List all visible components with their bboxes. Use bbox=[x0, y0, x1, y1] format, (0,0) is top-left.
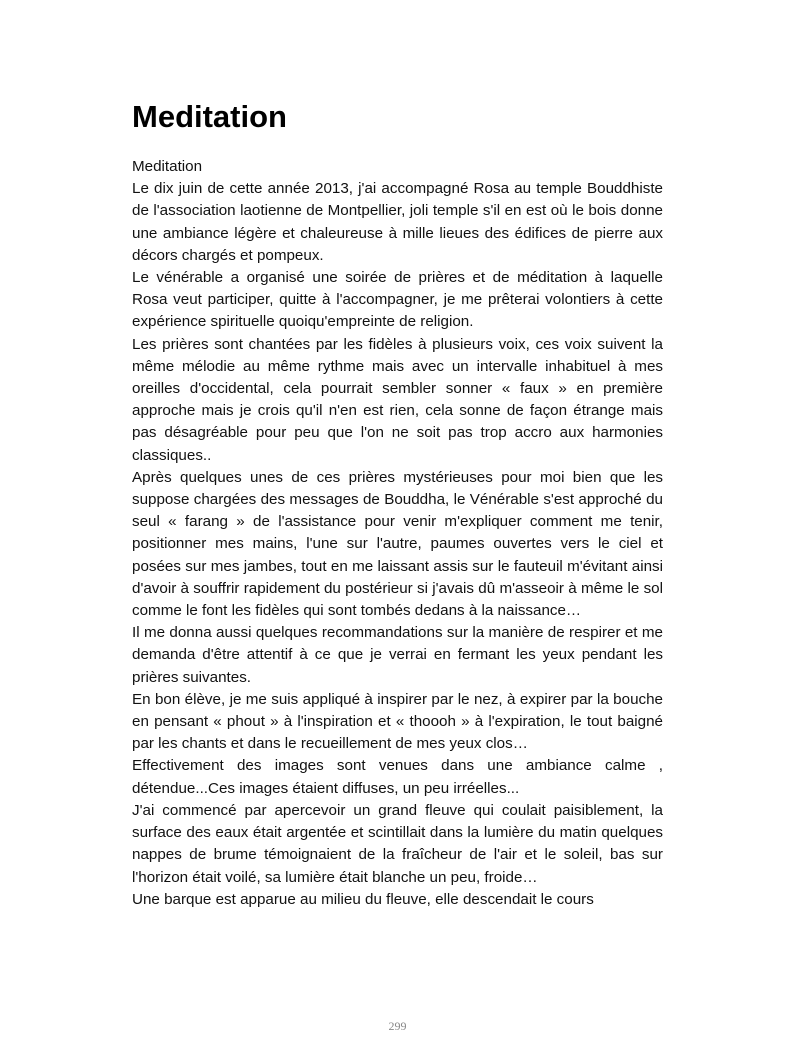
body-text bbox=[132, 156, 663, 911]
paragraph: En bon élève, je me suis appliqué à inspirer par le nez, à expirer par la bouche en pensant « phout » à l'inspiration et « thoooh » à l'expiration, le tout baigné par les chants et dans le recueillement de mes yeux clos… bbox=[132, 690, 663, 753]
paragraph: Après quelques unes de ces prières mystérieuses pour moi bien que les suppose chargées des messages de Bouddha, le Vénérable s'est approché du seul « farang » de l'assistance pour venir m'expliquer comment me tenir, positionner mes mains, l'une sur l'autre, paumes ouvertes vers le ciel et posées sur mes jambes, tout en me laissant assis sur le fauteuil m'évitant ainsi d'avoir à souffrir rapidement du postérieur si j'avais dû m'asseoir à même le sol comme le font les fidèles qui sont tombés dedans à la naissance… bbox=[132, 468, 663, 620]
paragraph: Il me donna aussi quelques recommandations sur la manière de respirer et me demanda d'être attentif à ce que je verrai en fermant les yeux pendant les prières suivantes. bbox=[132, 624, 663, 686]
paragraph: Effectivement des images sont venues dans une ambiance calme , détendue...Ces images étaient diffuses, un peu irréelles... bbox=[132, 757, 663, 797]
page-title: Meditation bbox=[132, 99, 287, 134]
paragraph: Les prières sont chantées par les fidèles à plusieurs voix, ces voix suivent la même mélodie au même rythme mais avec un intervalle inhabituel à mes oreilles d'occidental, cela pourrait sembler sonner « faux » en première approche mais je crois qu'il n'en est rien, cela sonne de façon étrange mais pas désagréable pour peu que l'on ne soit pas trop accro aux harmonies classiques.. bbox=[132, 335, 663, 464]
paragraph: Le dix juin de cette année 2013, j'ai accompagné Rosa au temple Bouddhiste de l'association laotienne de Montpellier, joli temple s'il en est où le bois donne une ambiance légère et chaleureuse à mille lieues des édifices de pierre aux décors chargés et pompeux. bbox=[132, 180, 663, 264]
paragraph: Meditation bbox=[132, 158, 203, 175]
paragraph: Le vénérable a organisé une soirée de prières et de méditation à laquelle Rosa veut participer, quitte à l'accompagner, je me prêterai volontiers à cette expérience spirituelle quoiqu'empreinte de religion. bbox=[132, 269, 663, 331]
paragraph: Une barque est apparue au milieu du fleuve, elle descendait le cours bbox=[132, 890, 594, 908]
page-number: 299 bbox=[388, 1019, 407, 1033]
paragraph: J'ai commencé par apercevoir un grand fleuve qui coulait paisiblement, la surface des eaux était argentée et scintillait dans la lumière du matin quelques nappes de brume témoignaient de la fraîcheur de l'air et le soleil, bas sur l'horizon était voilé, sa lumière était blanche un peu, froide… bbox=[132, 801, 663, 886]
